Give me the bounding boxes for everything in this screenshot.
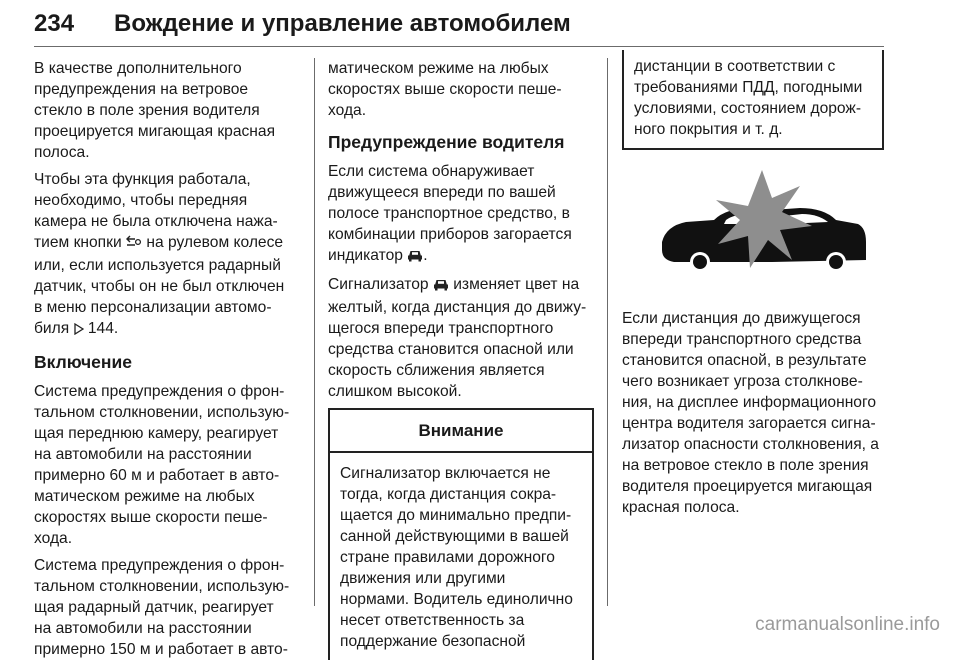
warning-box-continued: дистанции в соответствии с требованиями ПДД, погодными условиями, состоянием дорож- ного покрытия и т. д. xyxy=(622,50,884,150)
text-fragment: изменяет цвет на желтый, когда дистанция до движу- щегося впереди транспортного средства становится опасной или скорость сближения является слишком высокой. xyxy=(328,276,587,400)
column-1 xyxy=(34,58,309,666)
vehicle-ahead-icon xyxy=(433,276,449,297)
column-2 xyxy=(328,58,594,660)
paragraph-radar-system: Система предупреждения о фрон- тальном столкновении, использую- щая радарный датчик, реагирует на автомобили на расстоянии примерно 150 м и работает в авто- xyxy=(34,557,290,658)
text-fragment: . xyxy=(423,247,428,264)
collision-illustration-svg xyxy=(622,164,884,292)
column-divider-2 xyxy=(607,58,608,606)
collision-warning-illustration xyxy=(622,164,884,292)
column-3 xyxy=(622,58,884,524)
text-fragment: на рулевом колесе или, если используется радарный датчик, чтобы он не был отключен в меню персонализации автомо- биля xyxy=(34,234,285,337)
paragraph-windshield-warning: В качестве дополнительного предупреждения на ветровое стекло в поле зрения водителя проецируется мигающая красная полоса. xyxy=(34,60,276,161)
text-fragment: Если система обнаруживает движущееся впереди по вашей полосе транспортное средство, в комбинации приборов загорается индикатор xyxy=(328,163,572,264)
chapter-title: Вождение и управление автомобилем xyxy=(114,10,571,37)
paragraph-collision-danger: Если дистанция до движущегося впереди транспортного средства становится опасной, в результате чего возникает угроза столкнове- ния, на дисплее информационного центра водителя загорается сигна- лизатор опасности столкновения, а на ветровое стекло в поле зрения водителя проецируется мигающая красная полоса. xyxy=(622,310,879,516)
page-reference[interactable]: 144. xyxy=(87,320,119,337)
vehicle-ahead-icon xyxy=(407,247,423,268)
footer-watermark: carmanualsonline.info xyxy=(755,614,940,635)
page-header xyxy=(34,6,884,42)
warning-body: Сигнализатор включается не тогда, когда дистанция сокра- щается до минимально предпи- санной действующими в вашей стране правилами дорожного движения или другими нормами. Водитель единолично несет ответственность за поддержание безопасной xyxy=(340,465,573,650)
column-divider-1 xyxy=(314,58,315,606)
page-number: 234 xyxy=(34,10,75,37)
paragraph-detection xyxy=(328,161,594,268)
paragraph-continued: матическом режиме на любых скоростях выше скорости пеше- хода. xyxy=(328,60,562,119)
warning-title: Внимание xyxy=(330,410,592,453)
collision-alert-button-icon xyxy=(126,234,142,255)
paragraph-function-conditions xyxy=(34,169,309,341)
warning-box xyxy=(328,408,594,660)
section-heading-driver-warning: Предупреждение водителя xyxy=(328,132,565,152)
text-fragment: Сигнализатор xyxy=(328,276,433,293)
paragraph-camera-system: Система предупреждения о фрон- тальном столкновении, использую- щая переднюю камеру, реагирует на автомобили на расстоянии примерно 60 м и работает в авто- матическом режиме на любых скоростях выше скорости пеше- хода. xyxy=(34,383,290,547)
text-fragment: Чтобы эта функция работала, необходимо, чтобы передняя камера не была отключена нажа- тием кнопки xyxy=(34,171,278,251)
section-heading-activation: Включение xyxy=(34,352,132,372)
page-reference-triangle-icon xyxy=(74,320,84,341)
paragraph-indicator-color xyxy=(328,274,594,402)
header-divider xyxy=(34,46,884,47)
